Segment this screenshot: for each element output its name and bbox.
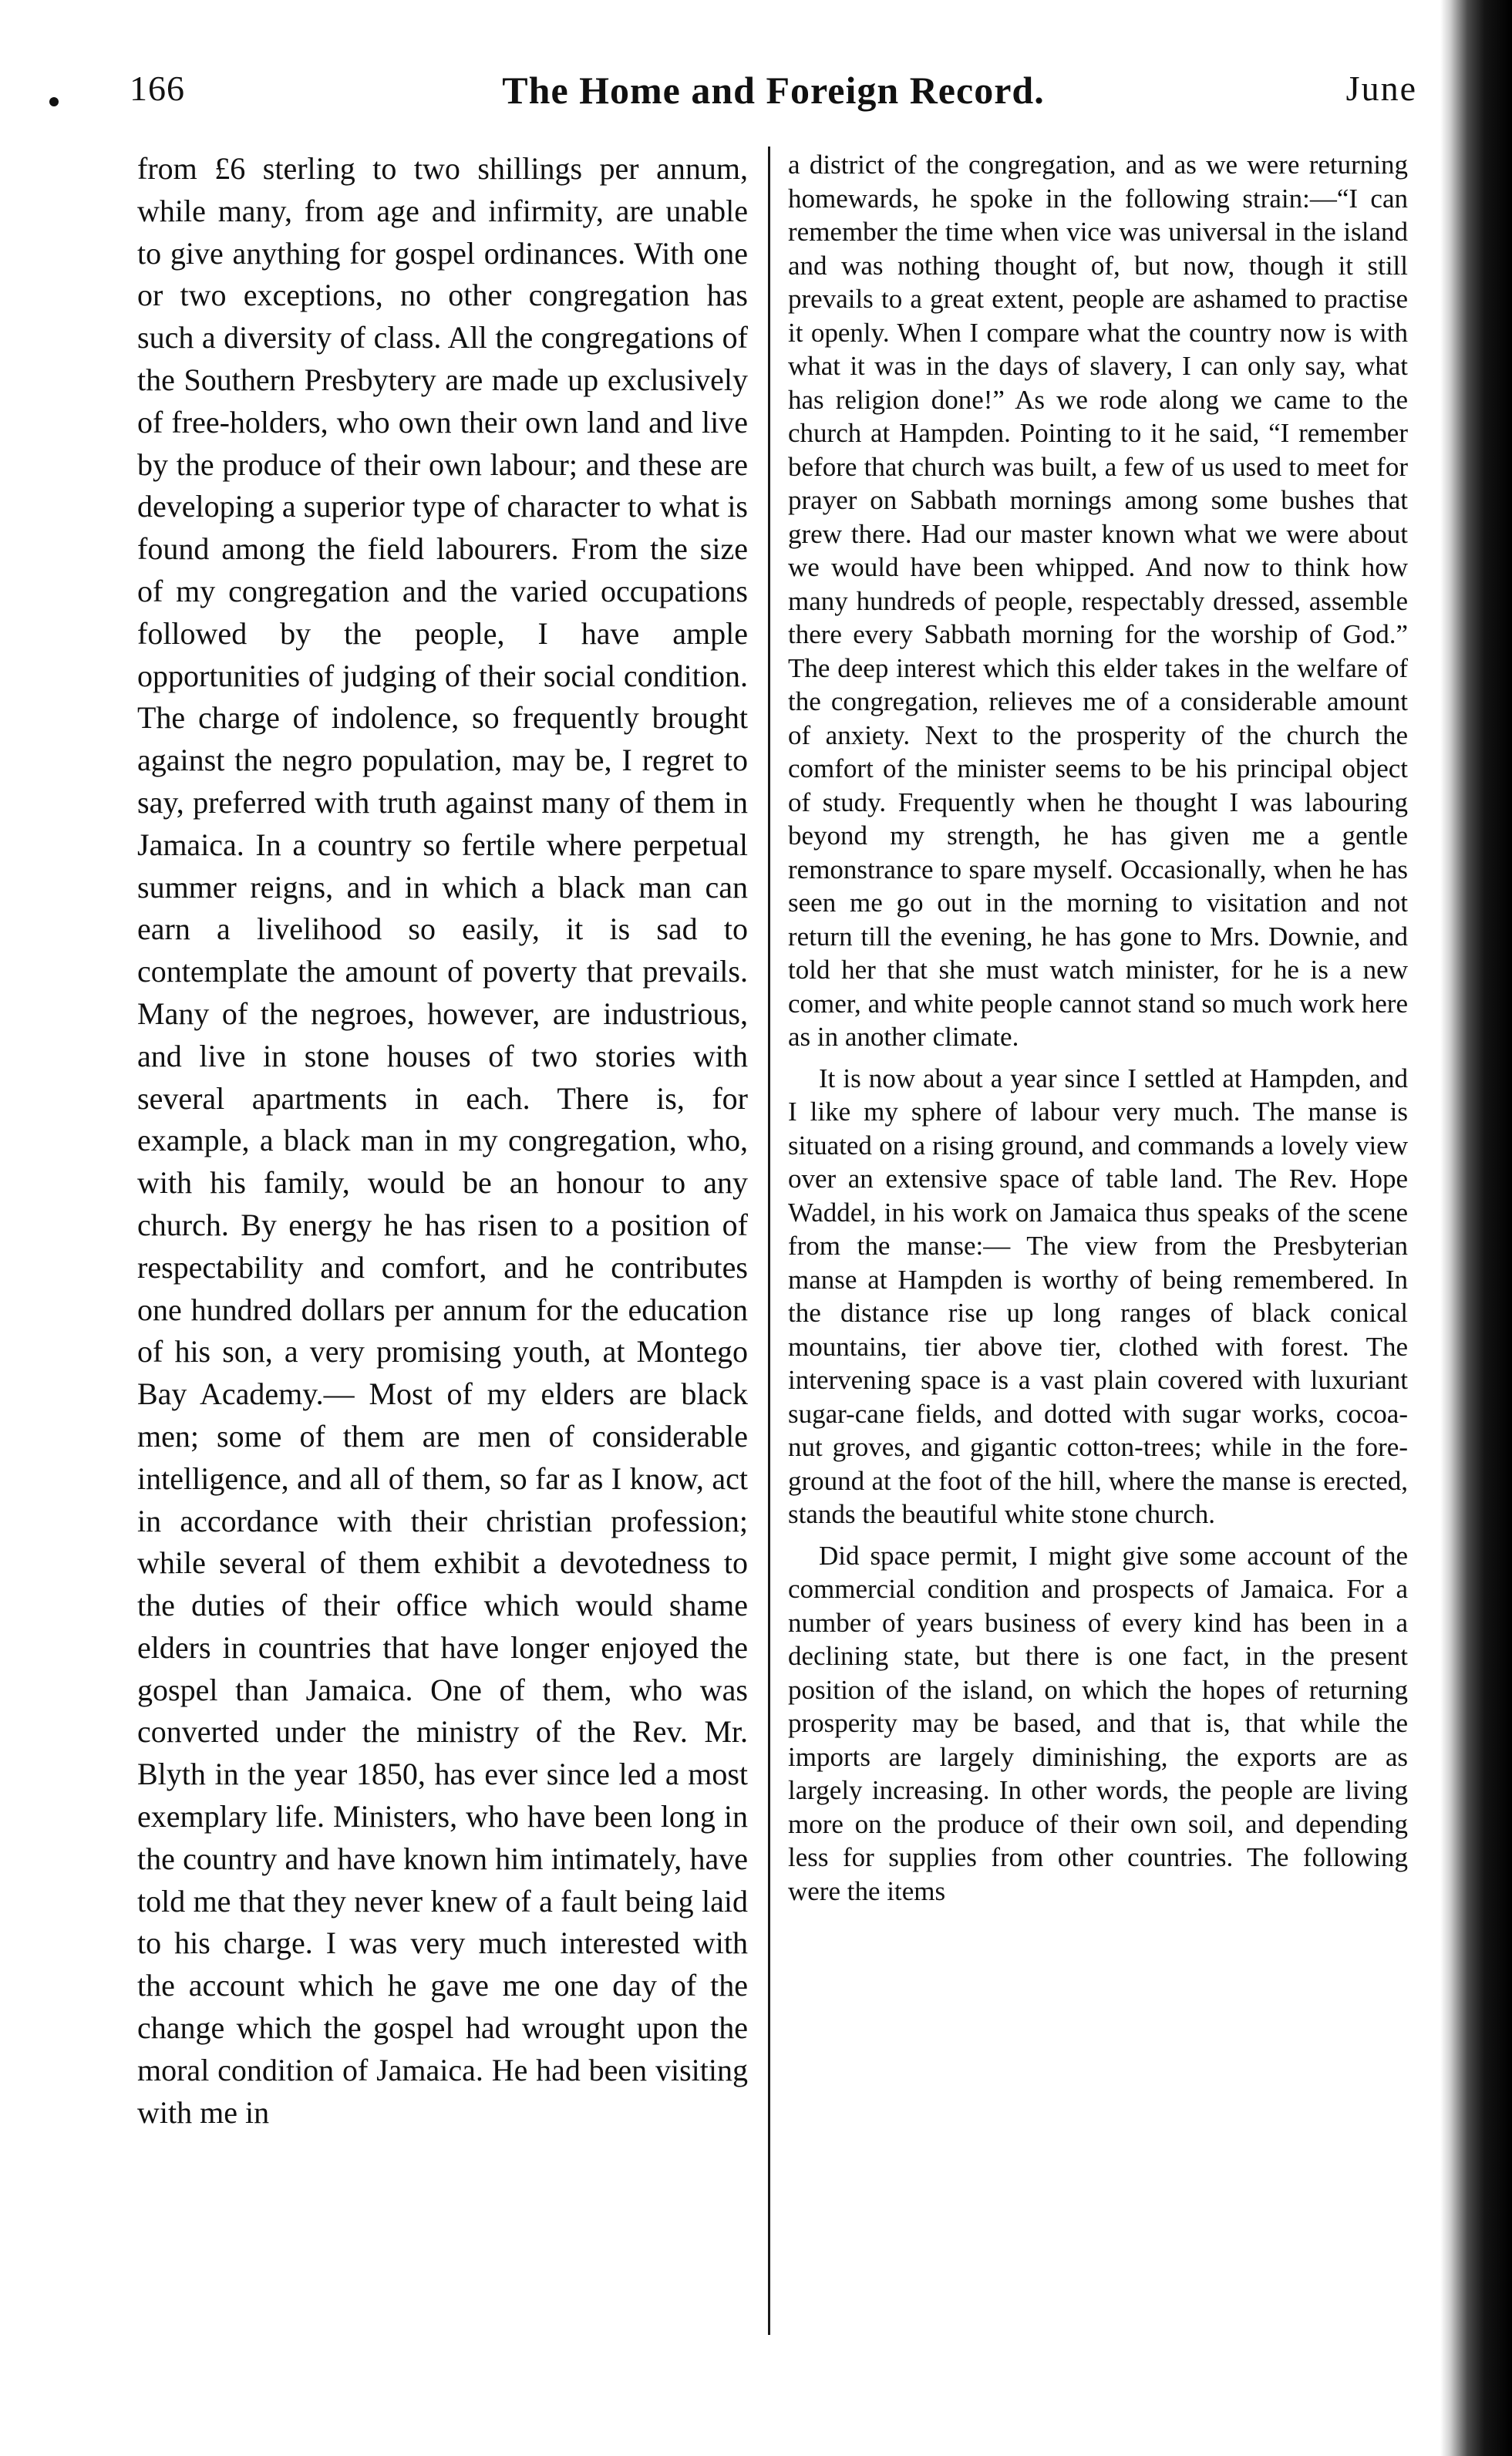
right-paragraph-1: a district of the congregation, and as we were returning homewards, he spoke in the following strain:—“I can remember the time when vice was universal in the island and was nothing thought of, but now, though it still prevails to a great extent, people are ashamed to practise it openly. When I compare what the country now is with what it was in the days of slavery, I can only say, what has religion done!” As we rode along we came to the church at Hampden. Pointing to it he said, “I remember before that church was built, a few of us used to meet for prayer on Sabbath mornings among some bushes that grew there. Had our master known what we were about we would have been whipped. And now to think how many hundreds of people, respectably dressed, assemble there every Sabbath morning for the worship of God.” The deep interest which this elder takes in the welfare of the congregation, relieves me of a considerable amount of anxiety. Next to the prosperity of the church the comfort of the minister seems to be his principal object of study. Frequently when he thought I was labouring beyond my strength, he has given me a gentle remonstrance to spare myself. Occasionally, when he has seen me go out in the morning to visitation and not return till the evening, he has gone to Mrs. Downie, and told her that she must watch minister, for he is a new comer, and white people cannot stand so much work here as in another climate. [788, 150, 1408, 1052]
left-paragraph-1: from £6 sterling to two shillings per annum, while many, from age and infirmity, are unable to give anything for gospel ordinances. With one or two exceptions, no other congregation has such a diversity of class. All the congregations of the Southern Presbytery are made up exclusively of free-holders, who own their own land and live by the produce of their own labour; and these are developing a superior type of character to what is found among the field labourers. From the size of my congregation and the varied occupations followed by the people, I have ample opportunities of judging of their social condition. The charge of indolence, so frequently brought against the negro population, may be, I regret to say, preferred with truth against many of them in Jamaica. In a country so fertile where perpetual summer reigns, and in which a black man can earn a livelihood so easily, it is sad to contemplate the amount of poverty that prevails. Many of the negroes, however, are industrious, and live in stone houses of two stories with several apartments in each. There is, for example, a black man in my congregation, who, with his family, would be an honour to any church. By energy he has risen to a position of respectability and comfort, and he contributes one hundred dollars per annum for the education of his son, a very promising youth, at Montego Bay Academy.— Most of my elders are black men; some of them are men of considerable intelligence, and all of them, so far as I know, act in accordance with their christian profession; while several of them exhibit a devotedness to the duties of their office which would shame elders in countries that have longer enjoyed the gospel than Jamaica. One of them, who was converted under the ministry of the Rev. Mr. Blyth in the year 1850, has ever since led a most exemplary life. Ministers, who have been long in the country and have known him intimately, have told me that they never knew of a fault being laid to his charge. I was very much interested with the account which he gave me one day of the change which the gospel had wrought upon the moral condition of Jamaica. He had been visiting with me in [137, 151, 748, 2130]
right-paragraph-3: Did space permit, I might give some account of the commercial condition and prospects of Jamaica. For a number of years business of every kind has been in a declining state, but there is one fact, in the present position of the island, on which the hopes of returning prosperity may be based, and that is, that while the imports are largely diminishing, the exports are as largely increasing. In other words, the people are living more on the produce of their own soil, and depending less for supplies from other countries. The following were the items [788, 1540, 1408, 1906]
page-header [130, 68, 1417, 130]
journal-title: The Home and Foreign Record. [502, 69, 1045, 112]
right-paragraph-2: It is now about a year since I settled at Hampden, and I like my sphere of labour very much. The manse is situated on a rising ground, and commands a lovely view over an extensive space of table land. The Rev. Hope Waddel, in his work on Jamaica thus speaks of the scene from the manse:— The view from the Presbyterian manse at Hampden is worthy of being remembered. In the distance rise up long ranges of black conical mountains, tier above tier, clothed with forest. The intervening space is a vast plain covered with luxuriant sugar-cane fields, and dotted with sugar works, cocoa-nut groves, and gigantic cotton-trees; while in the fore-ground at the foot of the hill, where the manse is erected, stands the beautiful white stone church. [788, 1063, 1408, 1529]
column-divider [768, 147, 770, 2335]
right-column [788, 148, 1408, 1908]
page-number: 166 [130, 69, 185, 108]
margin-dot [49, 97, 59, 106]
issue-month: June [1345, 69, 1417, 108]
left-column [137, 148, 748, 2134]
binding-shadow [1440, 0, 1512, 2456]
